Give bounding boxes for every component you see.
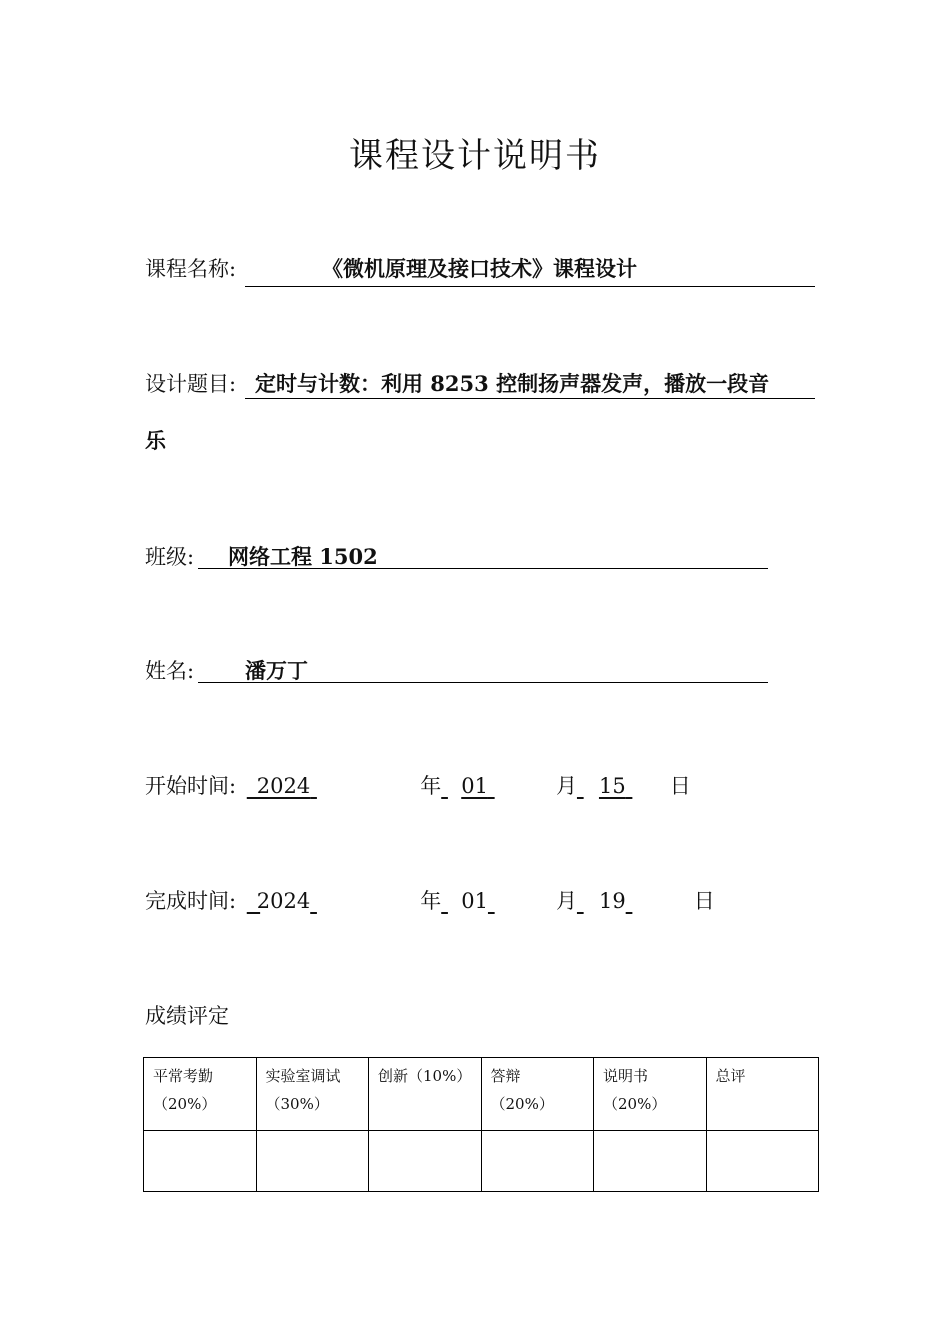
grading-header-cell xyxy=(369,1058,482,1131)
grading-value-cell[interactable] xyxy=(706,1131,819,1192)
finish-date-label: 完成时间: xyxy=(145,889,237,913)
design-topic-value-continued: 乐 xyxy=(145,428,166,453)
start-day-pad-left xyxy=(577,774,599,798)
design-topic-underline xyxy=(245,398,815,399)
grading-column-name: 答辩 xyxy=(490,1067,521,1085)
finish-year-pad-right xyxy=(310,889,420,913)
grading-column-weight: （30%） xyxy=(265,1095,329,1113)
start-year: 2024 xyxy=(256,774,311,798)
start-month-unit: 月 xyxy=(555,774,577,798)
grading-column-name: 实验室调试 xyxy=(265,1067,341,1085)
grading-value-cell[interactable] xyxy=(369,1131,482,1192)
grading-header-cell xyxy=(594,1058,707,1131)
grading-column-name: 创新（10%） xyxy=(378,1067,472,1085)
course-name-label: 课程名称: xyxy=(145,257,237,281)
finish-day-pad-left xyxy=(577,889,599,913)
design-topic-value: 定时与计数：利用 8253 控制扬声器发声，播放一段音 xyxy=(255,371,770,396)
finish-month-pad-right xyxy=(488,889,556,913)
page-title: 课程设计说明书 xyxy=(349,136,601,176)
grading-heading: 成绩评定 xyxy=(145,1004,229,1028)
finish-year-unit: 年 xyxy=(420,889,442,913)
finish-year: 2024 xyxy=(256,889,311,913)
start-month: 01 xyxy=(461,774,488,798)
finish-month-unit: 月 xyxy=(555,889,577,913)
grading-value-row xyxy=(144,1131,819,1192)
grading-header-row xyxy=(144,1058,819,1131)
finish-month: 01 xyxy=(461,889,488,913)
start-date-label: 开始时间: xyxy=(145,774,237,798)
finish-month-pad-left xyxy=(441,889,461,913)
grading-header-cell xyxy=(706,1058,819,1131)
course-name-underline xyxy=(245,286,815,287)
start-year-pad-left xyxy=(247,774,257,798)
start-month-pad-right xyxy=(488,774,556,798)
start-year-unit: 年 xyxy=(420,774,442,798)
start-year-pad-right xyxy=(310,774,420,798)
start-day-pad-right xyxy=(626,774,670,798)
grading-value-cell[interactable] xyxy=(144,1131,257,1192)
class-label: 班级: xyxy=(145,545,195,569)
student-name-label: 姓名: xyxy=(145,659,195,683)
grading-column-name: 总评 xyxy=(715,1067,746,1085)
finish-date-row xyxy=(145,885,715,915)
finish-day-unit: 日 xyxy=(693,889,715,913)
grading-column-weight: （20%） xyxy=(603,1095,667,1113)
grading-column-weight: （20%） xyxy=(490,1095,554,1113)
class-value: 网络工程 1502 xyxy=(228,544,378,569)
grading-header-cell xyxy=(256,1058,369,1131)
grading-column-name: 平常考勤 xyxy=(153,1067,214,1085)
design-topic-label: 设计题目: xyxy=(145,372,237,396)
grading-table xyxy=(143,1057,819,1192)
grading-header-cell xyxy=(481,1058,594,1131)
grading-header-cell xyxy=(144,1058,257,1131)
grading-column-name: 说明书 xyxy=(603,1067,649,1085)
start-date-row xyxy=(145,770,691,800)
student-name-underline xyxy=(198,682,768,683)
grading-column-weight: （20%） xyxy=(153,1095,217,1113)
grading-value-cell[interactable] xyxy=(594,1131,707,1192)
course-name-value: 《微机原理及接口技术》课程设计 xyxy=(322,256,637,281)
class-underline xyxy=(198,568,768,569)
start-month-pad-left xyxy=(441,774,461,798)
finish-day: 19 xyxy=(598,889,626,913)
finish-day-pad-right xyxy=(626,889,694,913)
grading-value-cell[interactable] xyxy=(481,1131,594,1192)
start-day: 15 xyxy=(598,774,626,798)
grading-value-cell[interactable] xyxy=(256,1131,369,1192)
finish-year-pad-left xyxy=(247,889,257,913)
start-day-unit: 日 xyxy=(669,774,691,798)
student-name-value: 潘万丁 xyxy=(245,658,308,683)
